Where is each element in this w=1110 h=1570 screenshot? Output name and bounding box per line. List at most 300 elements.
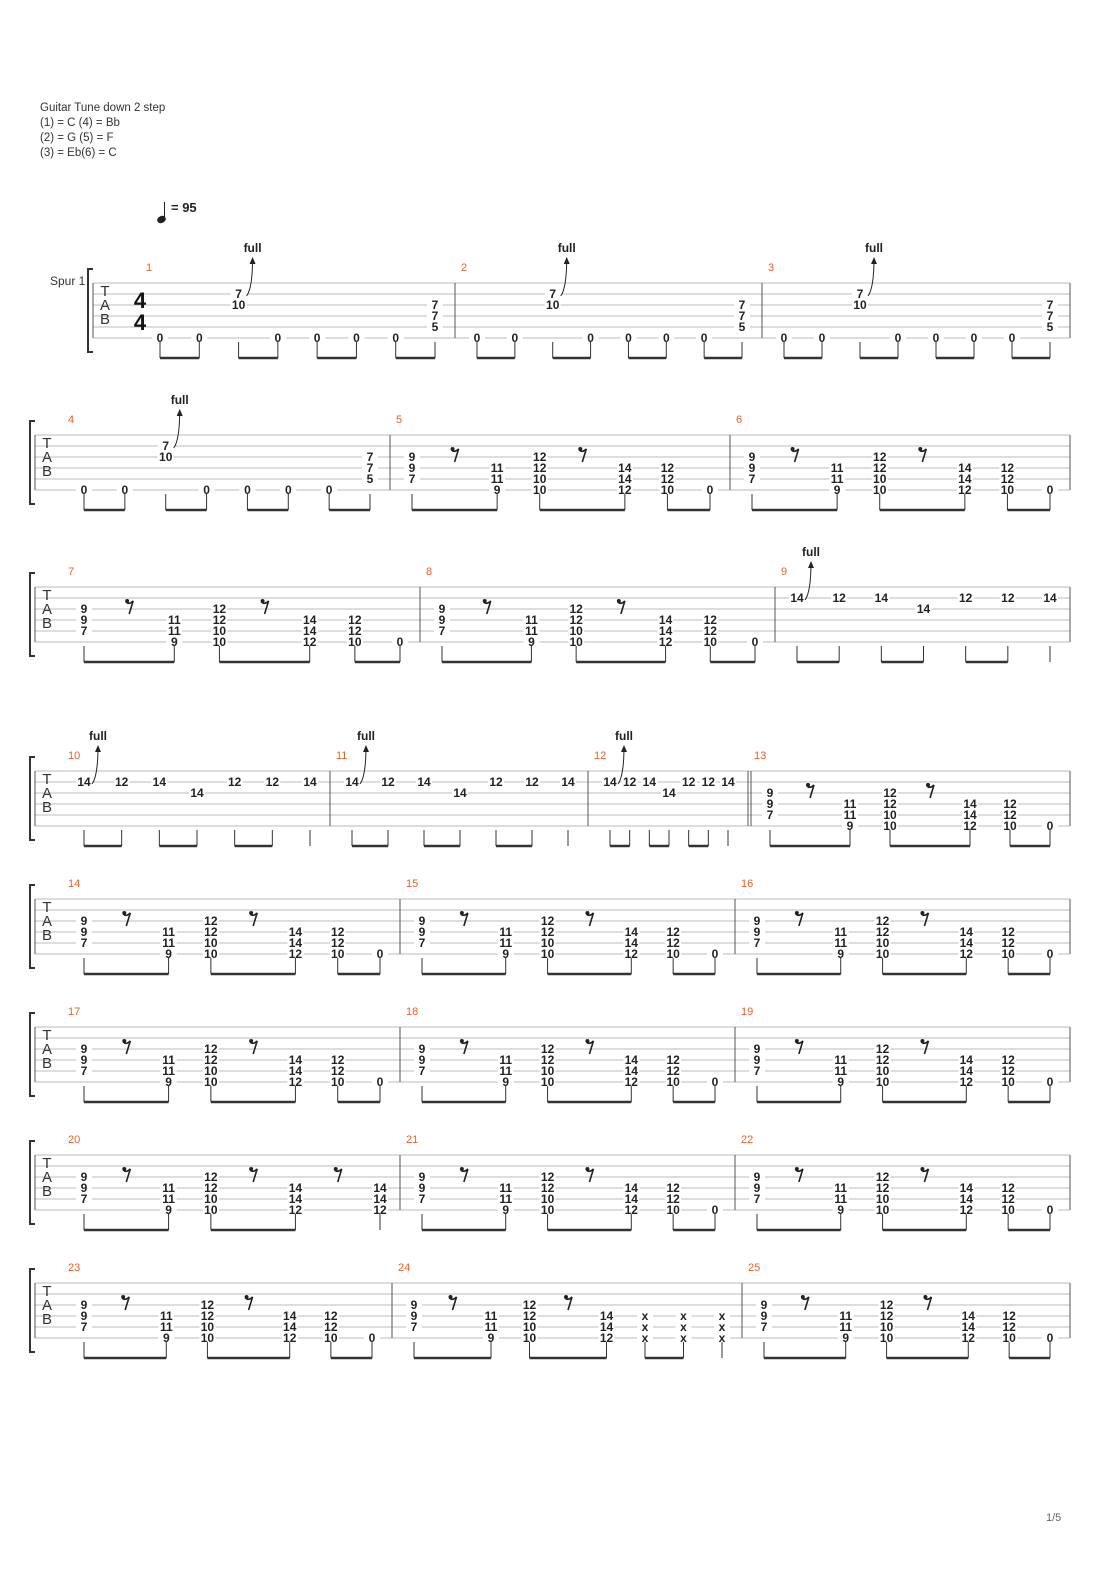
eighth-rest-dot (460, 911, 464, 915)
fret-number: 10 (204, 947, 218, 961)
fret-number: 12 (624, 1203, 638, 1217)
fret-number: 9 (162, 1331, 170, 1345)
fret-number: 10 (231, 298, 246, 312)
system-bracket (30, 421, 35, 504)
muted-note: x (641, 1309, 649, 1323)
fret-number: 12 (660, 461, 675, 475)
fret-number: 12 (288, 1075, 303, 1089)
fret-number: 11 (162, 1053, 175, 1067)
fret-number: 12 (1001, 1053, 1015, 1067)
fret-number: 12 (1001, 1064, 1015, 1078)
fret-number: 7 (738, 298, 746, 312)
fret-number: 9 (760, 1309, 768, 1323)
fret-number: 14 (599, 1309, 614, 1323)
fret-number: 14 (618, 461, 632, 475)
fret-number: 7 (410, 1320, 418, 1334)
time-signature-top: 4 (133, 288, 147, 313)
measure-number: 10 (68, 750, 81, 762)
fret-number: 12 (703, 613, 717, 627)
fret-number: 14 (190, 786, 204, 800)
tab-clef-letter: A (41, 1041, 53, 1058)
fret-number: 12 (114, 775, 129, 789)
eighth-rest-dot (249, 1039, 253, 1043)
measure-number: 25 (748, 1262, 761, 1274)
fret-number: 10 (879, 1331, 894, 1345)
fret-number: 14 (1043, 591, 1057, 605)
fret-number: 7 (80, 1192, 88, 1206)
fret-number: 12 (1001, 1181, 1015, 1195)
tab-system (30, 745, 1070, 846)
fret-number: 11 (490, 472, 504, 486)
fret-number: 10 (533, 472, 547, 486)
fret-number: 11 (162, 936, 175, 950)
fret-number: 12 (963, 819, 977, 833)
fret-number: 12 (1000, 472, 1015, 486)
fret-number: 11 (162, 1181, 175, 1195)
fret-number: 11 (834, 1064, 848, 1078)
fret-number: 14 (288, 1064, 303, 1078)
tab-clef-letter: B (41, 1055, 53, 1072)
fret-number: 12 (373, 1203, 387, 1217)
fret-number: 12 (958, 483, 972, 497)
fret-number: 9 (80, 613, 88, 627)
fret-number: 12 (1002, 1309, 1016, 1323)
tab-system (30, 1269, 1070, 1358)
fret-number: 12 (1000, 461, 1015, 475)
fret-number: 12 (875, 925, 890, 939)
fret-number: 7 (753, 1192, 761, 1206)
fret-number: 9 (410, 1298, 418, 1312)
fret-number: 0 (80, 483, 88, 497)
fret-number: 12 (959, 1075, 973, 1089)
fret-number: 7 (80, 1064, 88, 1078)
fret-number: 12 (958, 591, 973, 605)
eighth-rest-dot (483, 599, 487, 603)
fret-number: 12 (331, 936, 345, 950)
measure-number: 18 (406, 1006, 419, 1018)
fret-number: 10 (873, 472, 887, 486)
fret-number: 14 (959, 1181, 973, 1195)
fret-number: 11 (167, 624, 181, 638)
page-number: 1/5 (1046, 1512, 1062, 1524)
measure-number: 13 (754, 750, 767, 762)
fret-number: 14 (152, 775, 167, 789)
fret-number: 12 (569, 602, 583, 616)
fret-number: 10 (875, 936, 890, 950)
fret-number: 0 (368, 1331, 376, 1345)
fret-number: 0 (711, 947, 719, 961)
fret-number: 14 (288, 925, 303, 939)
muted-note: x (680, 1331, 687, 1345)
fret-number: 7 (753, 936, 761, 950)
fret-number: 12 (212, 613, 227, 627)
fret-number: 14 (345, 775, 359, 789)
system-bracket (30, 885, 35, 968)
measure-number: 2 (461, 262, 468, 274)
fret-number: 12 (348, 624, 362, 638)
fret-number: 12 (666, 1064, 680, 1078)
eighth-rest-dot (795, 1167, 799, 1171)
fret-number: 0 (780, 331, 788, 345)
fret-number: 11 (499, 1053, 513, 1067)
fret-number: 11 (162, 1192, 175, 1206)
fret-number: 10 (1002, 1331, 1016, 1345)
fret-number: 10 (204, 936, 218, 950)
fret-number: 10 (1001, 1075, 1015, 1089)
fret-number: 10 (1001, 1203, 1015, 1217)
bend-label: full (615, 729, 633, 743)
fret-number: 11 (834, 936, 848, 950)
fret-number: 0 (313, 331, 321, 345)
eighth-rest-dot (585, 1039, 589, 1043)
fret-number: 0 (1008, 331, 1016, 345)
fret-number: 7 (80, 1320, 88, 1334)
fret-number: 12 (703, 624, 717, 638)
fret-number: 9 (837, 947, 845, 961)
measure-number: 22 (741, 1134, 754, 1146)
fret-number: 10 (200, 1320, 215, 1334)
fret-number: 7 (431, 309, 439, 323)
bend-arrowhead (871, 257, 877, 264)
fret-number: 14 (958, 472, 972, 486)
fret-number: 12 (489, 775, 503, 789)
fret-number: 10 (204, 1192, 218, 1206)
fret-number: 0 (244, 483, 251, 497)
muted-note: x (680, 1309, 687, 1323)
fret-number: 7 (438, 624, 446, 638)
tuning-line: (1) = C (4) = Bb (40, 117, 120, 129)
fret-number: 9 (846, 819, 854, 833)
fret-number: 10 (853, 298, 867, 312)
fret-number: 9 (418, 1181, 426, 1195)
time-signature-bottom: 4 (133, 310, 147, 335)
measure-number: 12 (594, 750, 607, 762)
fret-number: 9 (165, 947, 172, 961)
fret-number: 11 (839, 1320, 853, 1334)
fret-number: 12 (961, 1331, 975, 1345)
track-name: Spur 1 (50, 274, 86, 288)
eighth-rest-dot (806, 783, 810, 787)
fret-number: 11 (159, 1320, 173, 1334)
fret-number: 14 (453, 786, 467, 800)
fret-number: 5 (431, 320, 439, 334)
fret-number: 14 (662, 786, 676, 800)
tab-clef-letter: A (41, 785, 53, 802)
fret-number: 14 (624, 925, 638, 939)
fret-number: 11 (834, 1053, 848, 1067)
fret-number: 12 (879, 1309, 894, 1323)
tab-clef-letter: T (42, 1027, 52, 1044)
fret-number: 9 (842, 1331, 850, 1345)
fret-number: 12 (701, 775, 716, 789)
fret-number: 10 (204, 1064, 218, 1078)
fret-number: 7 (418, 1192, 426, 1206)
tab-clef-letter: B (41, 927, 53, 944)
fret-number: 9 (418, 1170, 426, 1184)
eighth-rest-dot (795, 911, 799, 915)
fret-number: 12 (204, 1170, 218, 1184)
fret-number: 11 (499, 1064, 513, 1078)
fret-number: 14 (283, 1320, 297, 1334)
tab-system (30, 409, 1070, 510)
eighth-rest-dot (460, 1167, 464, 1171)
fret-number: 12 (875, 914, 890, 928)
fret-number: 9 (748, 450, 756, 464)
fret-number: 0 (711, 1203, 719, 1217)
fret-number: 0 (195, 331, 203, 345)
tab-clef-letter: T (42, 771, 52, 788)
fret-number: 11 (525, 624, 538, 638)
fret-number: 9 (408, 461, 416, 475)
fret-number: 12 (658, 635, 673, 649)
fret-number: 10 (875, 1192, 890, 1206)
fret-number: 12 (204, 925, 218, 939)
measure-number: 20 (68, 1134, 81, 1146)
fret-number: 12 (227, 775, 242, 789)
fret-number: 12 (666, 1181, 680, 1195)
fret-number: 14 (624, 1053, 638, 1067)
fret-number: 10 (879, 1320, 894, 1334)
measure-number: 5 (396, 414, 403, 426)
measure-number: 7 (68, 566, 75, 578)
fret-number: 12 (540, 1042, 555, 1056)
fret-number: 9 (487, 1331, 495, 1345)
fret-number: 12 (681, 775, 696, 789)
fret-number: 12 (666, 925, 680, 939)
fret-number: 12 (873, 450, 887, 464)
fret-number: 14 (874, 591, 889, 605)
fret-number: 10 (212, 635, 227, 649)
fret-number: 10 (1003, 819, 1017, 833)
tab-clef-letter: A (41, 601, 53, 618)
fret-number: 12 (875, 1181, 890, 1195)
tab-clef-letter: B (41, 1183, 53, 1200)
fret-number: 14 (603, 775, 617, 789)
fret-number: 9 (410, 1309, 418, 1323)
eighth-rest-dot (121, 1295, 125, 1299)
bend-arrowhead (95, 745, 101, 752)
fret-number: 11 (834, 1181, 848, 1195)
fret-number: 0 (284, 483, 292, 497)
tab-clef-letter: T (42, 435, 52, 452)
fret-number: 5 (366, 472, 374, 486)
fret-number: 9 (80, 914, 88, 928)
fret-number: 0 (818, 331, 826, 345)
fret-number: 0 (353, 331, 360, 345)
fret-number: 11 (490, 461, 504, 475)
fret-number: 7 (856, 287, 864, 301)
measure-number: 19 (741, 1006, 754, 1018)
fret-number: 9 (80, 1053, 88, 1067)
fret-number: 7 (418, 936, 426, 950)
fret-number: 10 (204, 1203, 218, 1217)
fret-number: 10 (540, 947, 555, 961)
fret-number: 0 (932, 331, 940, 345)
fret-number: 12 (522, 1298, 537, 1312)
fret-number: 9 (418, 1053, 426, 1067)
fret-number: 12 (879, 1298, 894, 1312)
fret-number: 7 (766, 808, 774, 822)
fret-number: 7 (366, 450, 374, 464)
fret-number: 7 (753, 1064, 761, 1078)
fret-number: 11 (499, 1181, 513, 1195)
fret-number: 12 (331, 1053, 345, 1067)
fret-number: 9 (753, 925, 761, 939)
eighth-rest-dot (578, 447, 582, 451)
eighth-rest-dot (460, 1039, 464, 1043)
eighth-rest-dot (585, 1167, 589, 1171)
muted-note: x (718, 1309, 726, 1323)
fret-number: 7 (549, 287, 557, 301)
fret-number: 12 (624, 947, 638, 961)
fret-number: 12 (1002, 1320, 1016, 1334)
fret-number: 9 (766, 786, 774, 800)
fret-number: 7 (1046, 309, 1054, 323)
fret-number: 14 (417, 775, 431, 789)
fret-number: 12 (959, 1203, 973, 1217)
fret-number: 14 (624, 1192, 638, 1206)
fret-number: 14 (599, 1320, 614, 1334)
fret-number: 10 (666, 1203, 680, 1217)
fret-number: 11 (843, 808, 857, 822)
fret-number: 12 (660, 472, 675, 486)
fret-number: 12 (533, 461, 547, 475)
fret-number: 14 (77, 775, 91, 789)
fret-number: 10 (875, 947, 890, 961)
measure-number: 16 (741, 878, 754, 890)
fret-number: 9 (502, 947, 510, 961)
tuning-title: Guitar Tune down 2 step (40, 102, 166, 114)
measure-number: 21 (406, 1134, 419, 1146)
fret-number: 12 (875, 1042, 890, 1056)
bend-arrowhead (177, 409, 183, 416)
fret-number: 12 (283, 1331, 297, 1345)
fret-number: 10 (666, 947, 680, 961)
fret-number: 10 (875, 1075, 890, 1089)
fret-number: 12 (1003, 808, 1017, 822)
fret-number: 11 (499, 1192, 513, 1206)
fret-number: 0 (1046, 1075, 1054, 1089)
fret-number: 9 (80, 1298, 88, 1312)
eighth-rest-dot (926, 783, 930, 787)
fret-number: 0 (156, 331, 164, 345)
fret-number: 0 (662, 331, 670, 345)
fret-number: 14 (624, 936, 638, 950)
bend-arrowhead (621, 745, 627, 752)
fret-number: 9 (165, 1203, 172, 1217)
measure-number: 14 (68, 878, 81, 890)
fret-number: 12 (666, 1192, 680, 1206)
fret-number: 14 (288, 1192, 303, 1206)
fret-number: 0 (711, 1075, 719, 1089)
fret-number: 10 (875, 1203, 890, 1217)
fret-number: 12 (303, 635, 317, 649)
fret-number: 10 (331, 1075, 345, 1089)
fret-number: 9 (418, 925, 426, 939)
fret-number: 9 (493, 483, 501, 497)
fret-number: 12 (1001, 925, 1015, 939)
fret-number: 0 (396, 635, 404, 649)
fret-number: 9 (418, 1042, 426, 1056)
measure-number: 3 (768, 262, 775, 274)
fret-number: 9 (766, 797, 774, 811)
fret-number: 9 (170, 635, 178, 649)
fret-number: 11 (167, 613, 181, 627)
fret-number: 12 (381, 775, 395, 789)
fret-number: 11 (484, 1309, 498, 1323)
muted-note: x (718, 1320, 726, 1334)
fret-number: 0 (1046, 947, 1054, 961)
bend-label: full (89, 729, 107, 743)
eighth-rest-dot (564, 1295, 568, 1299)
fret-number: 12 (540, 1181, 555, 1195)
fret-number: 0 (473, 331, 481, 345)
fret-number: 12 (324, 1320, 338, 1334)
measure-number: 15 (406, 878, 419, 890)
tempo-value: = 95 (171, 200, 197, 215)
eighth-rest-dot (122, 911, 126, 915)
fret-number: 12 (533, 450, 547, 464)
fret-number: 10 (204, 1075, 218, 1089)
fret-number: 10 (540, 1203, 555, 1217)
fret-number: 10 (522, 1331, 537, 1345)
fret-number: 14 (373, 1192, 387, 1206)
fret-number: 7 (738, 309, 746, 323)
bend-label: full (802, 545, 820, 559)
fret-number: 12 (622, 775, 637, 789)
eighth-rest-dot (920, 1167, 924, 1171)
tab-system (30, 561, 1070, 662)
fret-number: 0 (894, 331, 902, 345)
tab-clef-letter: A (41, 913, 53, 930)
fret-number: 14 (288, 1181, 303, 1195)
fret-number: 11 (162, 925, 175, 939)
muted-note: x (641, 1320, 649, 1334)
fret-number: 0 (706, 483, 714, 497)
fret-number: 11 (830, 461, 844, 475)
measure-number: 4 (68, 414, 75, 426)
fret-number: 7 (235, 287, 242, 301)
fret-number: 10 (873, 483, 887, 497)
fret-number: 7 (1046, 298, 1054, 312)
fret-number: 12 (348, 613, 362, 627)
fret-number: 0 (376, 1075, 384, 1089)
tab-clef-letter: T (100, 283, 110, 300)
fret-number: 11 (525, 613, 538, 627)
fret-number: 12 (666, 1053, 680, 1067)
fret-number: 11 (839, 1309, 853, 1323)
bend-label: full (170, 393, 189, 407)
eighth-rest-dot (795, 1039, 799, 1043)
fret-number: 0 (625, 331, 632, 345)
measure-number: 1 (146, 262, 153, 274)
fret-number: 10 (883, 819, 897, 833)
fret-number: 7 (162, 439, 170, 453)
fret-number: 9 (80, 1309, 88, 1323)
fret-number: 9 (528, 635, 535, 649)
eighth-rest-dot (791, 447, 795, 451)
fret-number: 12 (525, 775, 539, 789)
fret-number: 12 (618, 483, 632, 497)
fret-number: 9 (753, 1053, 761, 1067)
fret-number: 14 (963, 808, 977, 822)
fret-number: 12 (540, 1053, 555, 1067)
bend-arrowhead (363, 745, 369, 752)
fret-number: 9 (80, 602, 88, 616)
fret-number: 0 (511, 331, 519, 345)
fret-number: 9 (833, 483, 841, 497)
tab-clef-letter: A (41, 1297, 53, 1314)
